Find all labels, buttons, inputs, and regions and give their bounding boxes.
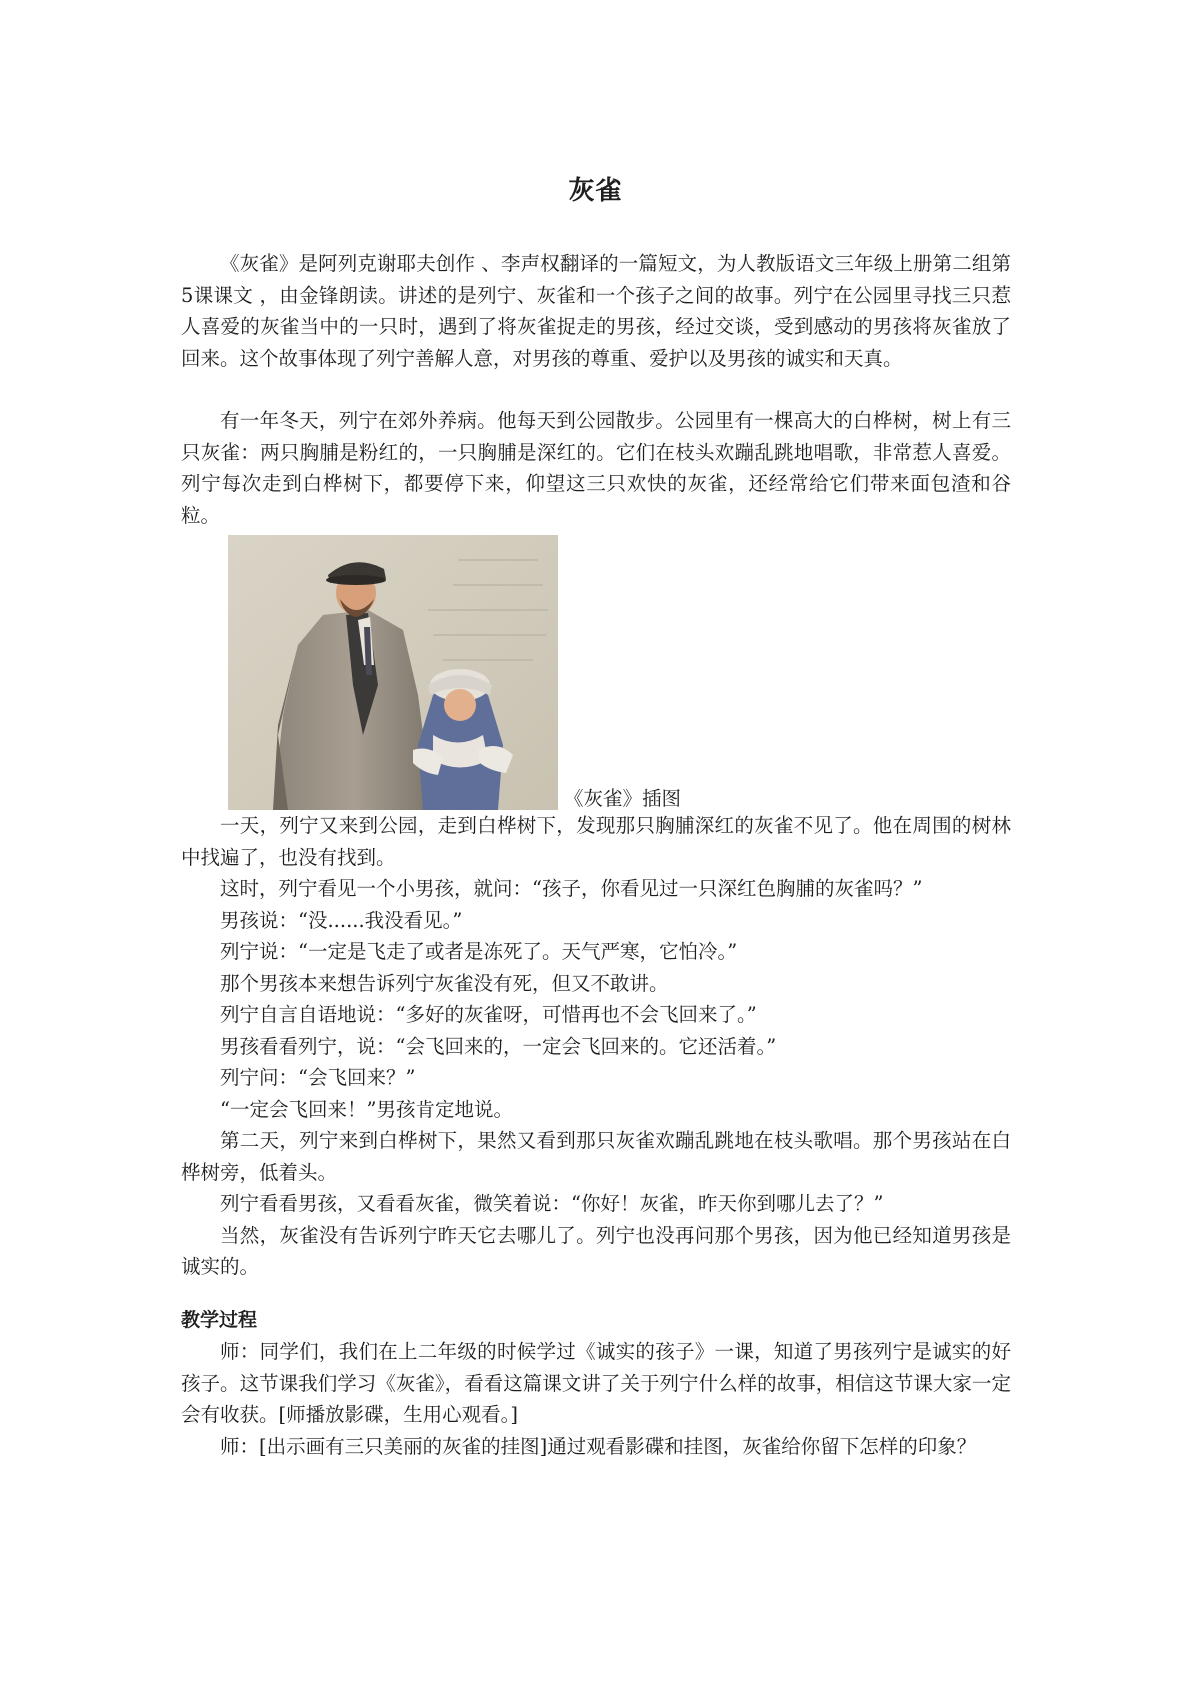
lenin-and-boy-illustration xyxy=(228,535,558,810)
figure xyxy=(228,535,1011,810)
story-paragraph: 男孩看看列宁，说：“会飞回来的，一定会飞回来的。它还活着。” xyxy=(220,1034,777,1058)
page-title: 灰雀 xyxy=(568,176,623,206)
story-paragraph: 当然，灰雀没有告诉列宁昨天它去哪儿了。列宁也没再问那个男孩，因为他已经知道男孩是诚实的。 xyxy=(181,1223,1011,1278)
story-paragraph: 一天，列宁又来到公园，走到白桦树下，发现那只胸脯深红的灰雀不见了。他在周围的树林中找遍了，也没有找到。 xyxy=(181,814,1011,869)
story-paragraph: 有一年冬天，列宁在郊外养病。他每天到公园散步。公园里有一棵高大的白桦树，树上有三只灰雀：两只胸脯是粉红的，一只胸脯是深红的。它们在枝头欢蹦乱跳地唱歌，非常惹人喜爱。列宁每次走到白桦树下，都要停下来，仰望这三只欢快的灰雀，还经常给它们带来面包渣和谷粒。 xyxy=(181,409,1011,527)
document-body xyxy=(181,248,1011,1462)
story-paragraph: 第二天，列宁来到白桦树下，果然又看到那只灰雀欢蹦乱跳地在枝头歌唱。那个男孩站在白桦树旁，低着头。 xyxy=(181,1129,1011,1184)
story-paragraph: 列宁说：“一定是飞走了或者是冻死了。天气严寒，它怕冷。” xyxy=(220,940,738,963)
teaching-paragraph: 师：同学们，我们在上二年级的时候学过《诚实的孩子》一课，知道了男孩列宁是诚实的好孩子。这节课我们学习《灰雀》，看看这篇课文讲了关于列宁什么样的故事，相信这节课大家一定会有收获。[师播放影碟，生用心观看。] xyxy=(181,1340,1011,1426)
story-paragraph: 列宁自言自语地说：“多好的灰雀呀，可惜再也不会飞回来了。” xyxy=(220,1003,757,1026)
story-paragraph: 这时，列宁看见一个小男孩，就问：“孩子，你看见过一只深红色胸脯的灰雀吗？” xyxy=(220,877,923,900)
story-paragraph: 男孩说：“没......我没看见。” xyxy=(220,908,463,932)
story-paragraph: 那个男孩本来想告诉列宁灰雀没有死，但又不敢讲。 xyxy=(220,971,669,995)
intro-paragraph: 《灰雀》是阿列克谢耶夫创作 、李声权翻译的一篇短文，为人教版语文三年级上册第二组第5课课文 ，由金锋朗读。讲述的是列宁、灰雀和一个孩子之间的故事。列宁在公园里寻找三只惹人喜爱的灰雀当中的一只时，遇到了将灰雀捉走的男孩，经过交谈，受到感动的男孩将灰雀放了回来。这个故事体现了列宁善解人意，对男孩的尊重、爱护以及男孩的诚实和天真。 xyxy=(181,252,1011,370)
figure-caption: 《灰雀》插图 xyxy=(564,786,682,810)
story-paragraph: 列宁问：“会飞回来？” xyxy=(220,1066,416,1089)
story-paragraph: “一定会飞回来！”男孩肯定地说。 xyxy=(220,1097,513,1121)
section-heading: 教学过程 xyxy=(181,1308,258,1331)
story-paragraph: 列宁看看男孩，又看看灰雀，微笑着说：“你好！灰雀，昨天你到哪儿去了？” xyxy=(220,1192,884,1215)
teaching-paragraph: 师：[出示画有三只美丽的灰雀的挂图]通过观看影碟和挂图，灰雀给你留下怎样的印象？ xyxy=(220,1434,977,1458)
